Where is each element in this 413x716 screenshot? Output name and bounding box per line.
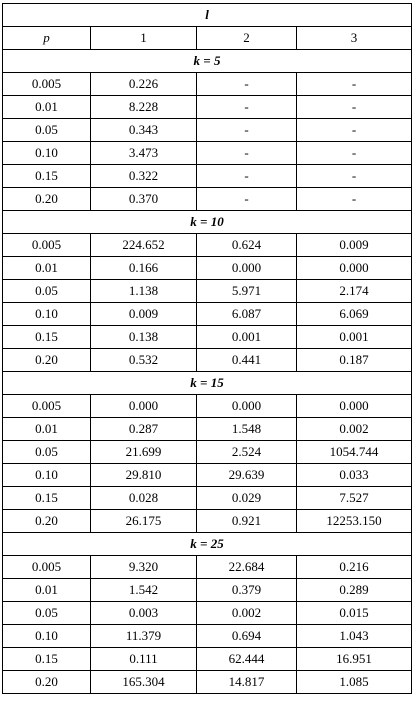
p-value-cell: 0.01	[3, 257, 91, 280]
section-header-row	[3, 372, 412, 395]
table-row	[3, 119, 412, 142]
table-row	[3, 602, 412, 625]
p-value-cell: 0.01	[3, 418, 91, 441]
section-label: k = 10	[3, 211, 412, 234]
table-row	[3, 487, 412, 510]
l-header-cell: l	[3, 4, 412, 27]
value-cell-l2: 2.524	[197, 441, 297, 464]
table-row	[3, 326, 412, 349]
value-cell-l1: 0.287	[91, 418, 197, 441]
value-cell-l2: -	[197, 73, 297, 96]
value-cell-l1: 165.304	[91, 671, 197, 694]
value-cell-l1: 0.028	[91, 487, 197, 510]
table-row	[3, 165, 412, 188]
value-cell-l1: 0.343	[91, 119, 197, 142]
section-label: k = 15	[3, 372, 412, 395]
value-cell-l3: -	[297, 188, 412, 211]
value-cell-l3: 6.069	[297, 303, 412, 326]
section-header-row	[3, 533, 412, 556]
value-cell-l3: 0.009	[297, 234, 412, 257]
value-cell-l2: 0.001	[197, 326, 297, 349]
value-cell-l3: -	[297, 96, 412, 119]
value-cell-l3: 0.289	[297, 579, 412, 602]
table-row	[3, 73, 412, 96]
table-body	[3, 4, 412, 694]
value-cell-l1: 9.320	[91, 556, 197, 579]
value-cell-l2: 0.000	[197, 395, 297, 418]
value-cell-l2: 62.444	[197, 648, 297, 671]
value-cell-l2: 6.087	[197, 303, 297, 326]
column-header-3: 3	[297, 27, 412, 50]
value-cell-l1: 0.370	[91, 188, 197, 211]
p-value-cell: 0.05	[3, 280, 91, 303]
table-row	[3, 188, 412, 211]
value-cell-l3: 0.033	[297, 464, 412, 487]
value-cell-l1: 0.138	[91, 326, 197, 349]
p-value-cell: 0.05	[3, 441, 91, 464]
header-row-p	[3, 27, 412, 50]
p-value-cell: 0.15	[3, 648, 91, 671]
value-cell-l1: 0.009	[91, 303, 197, 326]
table-row	[3, 395, 412, 418]
value-cell-l1: 0.226	[91, 73, 197, 96]
p-value-cell: 0.005	[3, 234, 91, 257]
p-value-cell: 0.20	[3, 510, 91, 533]
value-cell-l3: 0.001	[297, 326, 412, 349]
p-value-cell: 0.01	[3, 96, 91, 119]
value-cell-l3: -	[297, 142, 412, 165]
p-value-cell: 0.15	[3, 326, 91, 349]
value-cell-l3: 0.015	[297, 602, 412, 625]
value-cell-l1: 0.111	[91, 648, 197, 671]
table-row	[3, 625, 412, 648]
table-row	[3, 464, 412, 487]
value-cell-l1: 1.138	[91, 280, 197, 303]
table-row	[3, 579, 412, 602]
value-cell-l3: 0.187	[297, 349, 412, 372]
p-value-cell: 0.15	[3, 487, 91, 510]
value-cell-l2: 0.379	[197, 579, 297, 602]
value-cell-l2: 0.624	[197, 234, 297, 257]
table-row	[3, 556, 412, 579]
p-value-cell: 0.20	[3, 671, 91, 694]
p-value-cell: 0.05	[3, 119, 91, 142]
value-cell-l3: -	[297, 119, 412, 142]
p-value-cell: 0.01	[3, 579, 91, 602]
value-cell-l1: 11.379	[91, 625, 197, 648]
value-cell-l2: -	[197, 96, 297, 119]
value-cell-l2: 0.002	[197, 602, 297, 625]
p-value-cell: 0.15	[3, 165, 91, 188]
value-cell-l1: 1.542	[91, 579, 197, 602]
p-value-cell: 0.20	[3, 349, 91, 372]
section-label: k = 25	[3, 533, 412, 556]
header-row-l	[3, 4, 412, 27]
value-cell-l2: 5.971	[197, 280, 297, 303]
section-label: k = 5	[3, 50, 412, 73]
table-row	[3, 648, 412, 671]
value-cell-l3: 16.951	[297, 648, 412, 671]
column-header-2: 2	[197, 27, 297, 50]
p-value-cell: 0.05	[3, 602, 91, 625]
p-value-cell: 0.005	[3, 73, 91, 96]
value-cell-l3: 0.216	[297, 556, 412, 579]
value-cell-l2: 0.694	[197, 625, 297, 648]
value-cell-l1: 224.652	[91, 234, 197, 257]
table-row	[3, 510, 412, 533]
value-cell-l2: -	[197, 188, 297, 211]
p-value-cell: 0.10	[3, 464, 91, 487]
value-cell-l2: -	[197, 119, 297, 142]
value-cell-l1: 0.322	[91, 165, 197, 188]
table-row	[3, 234, 412, 257]
value-cell-l2: 14.817	[197, 671, 297, 694]
value-cell-l3: 0.000	[297, 257, 412, 280]
section-header-row	[3, 211, 412, 234]
value-cell-l1: 29.810	[91, 464, 197, 487]
p-value-cell: 0.10	[3, 625, 91, 648]
table-row	[3, 96, 412, 119]
value-cell-l3: -	[297, 165, 412, 188]
table-row	[3, 303, 412, 326]
value-cell-l3: 7.527	[297, 487, 412, 510]
value-cell-l3: 1.043	[297, 625, 412, 648]
p-header-cell: p	[3, 27, 91, 50]
value-cell-l2: 0.029	[197, 487, 297, 510]
p-value-cell: 0.10	[3, 303, 91, 326]
p-value-cell: 0.10	[3, 142, 91, 165]
table-row	[3, 671, 412, 694]
value-cell-l1: 0.003	[91, 602, 197, 625]
value-cell-l2: 29.639	[197, 464, 297, 487]
value-cell-l3: 12253.150	[297, 510, 412, 533]
p-value-cell: 0.005	[3, 395, 91, 418]
value-cell-l1: 0.166	[91, 257, 197, 280]
value-cell-l2: 1.548	[197, 418, 297, 441]
table-row	[3, 349, 412, 372]
value-cell-l1: 3.473	[91, 142, 197, 165]
value-cell-l3: -	[297, 73, 412, 96]
table-row	[3, 441, 412, 464]
value-cell-l3: 0.000	[297, 395, 412, 418]
value-cell-l2: 0.921	[197, 510, 297, 533]
value-cell-l2: -	[197, 165, 297, 188]
section-header-row	[3, 50, 412, 73]
value-cell-l1: 0.532	[91, 349, 197, 372]
value-cell-l1: 21.699	[91, 441, 197, 464]
value-cell-l3: 0.002	[297, 418, 412, 441]
value-cell-l3: 1054.744	[297, 441, 412, 464]
value-cell-l2: 22.684	[197, 556, 297, 579]
value-cell-l2: -	[197, 142, 297, 165]
p-value-cell: 0.005	[3, 556, 91, 579]
table-row	[3, 280, 412, 303]
value-cell-l1: 0.000	[91, 395, 197, 418]
table-row	[3, 418, 412, 441]
value-cell-l3: 2.174	[297, 280, 412, 303]
table-row	[3, 257, 412, 280]
p-value-cell: 0.20	[3, 188, 91, 211]
value-cell-l2: 0.000	[197, 257, 297, 280]
table-row	[3, 142, 412, 165]
column-header-1: 1	[91, 27, 197, 50]
value-cell-l3: 1.085	[297, 671, 412, 694]
results-table	[2, 3, 412, 694]
value-cell-l2: 0.441	[197, 349, 297, 372]
value-cell-l1: 26.175	[91, 510, 197, 533]
value-cell-l1: 8.228	[91, 96, 197, 119]
